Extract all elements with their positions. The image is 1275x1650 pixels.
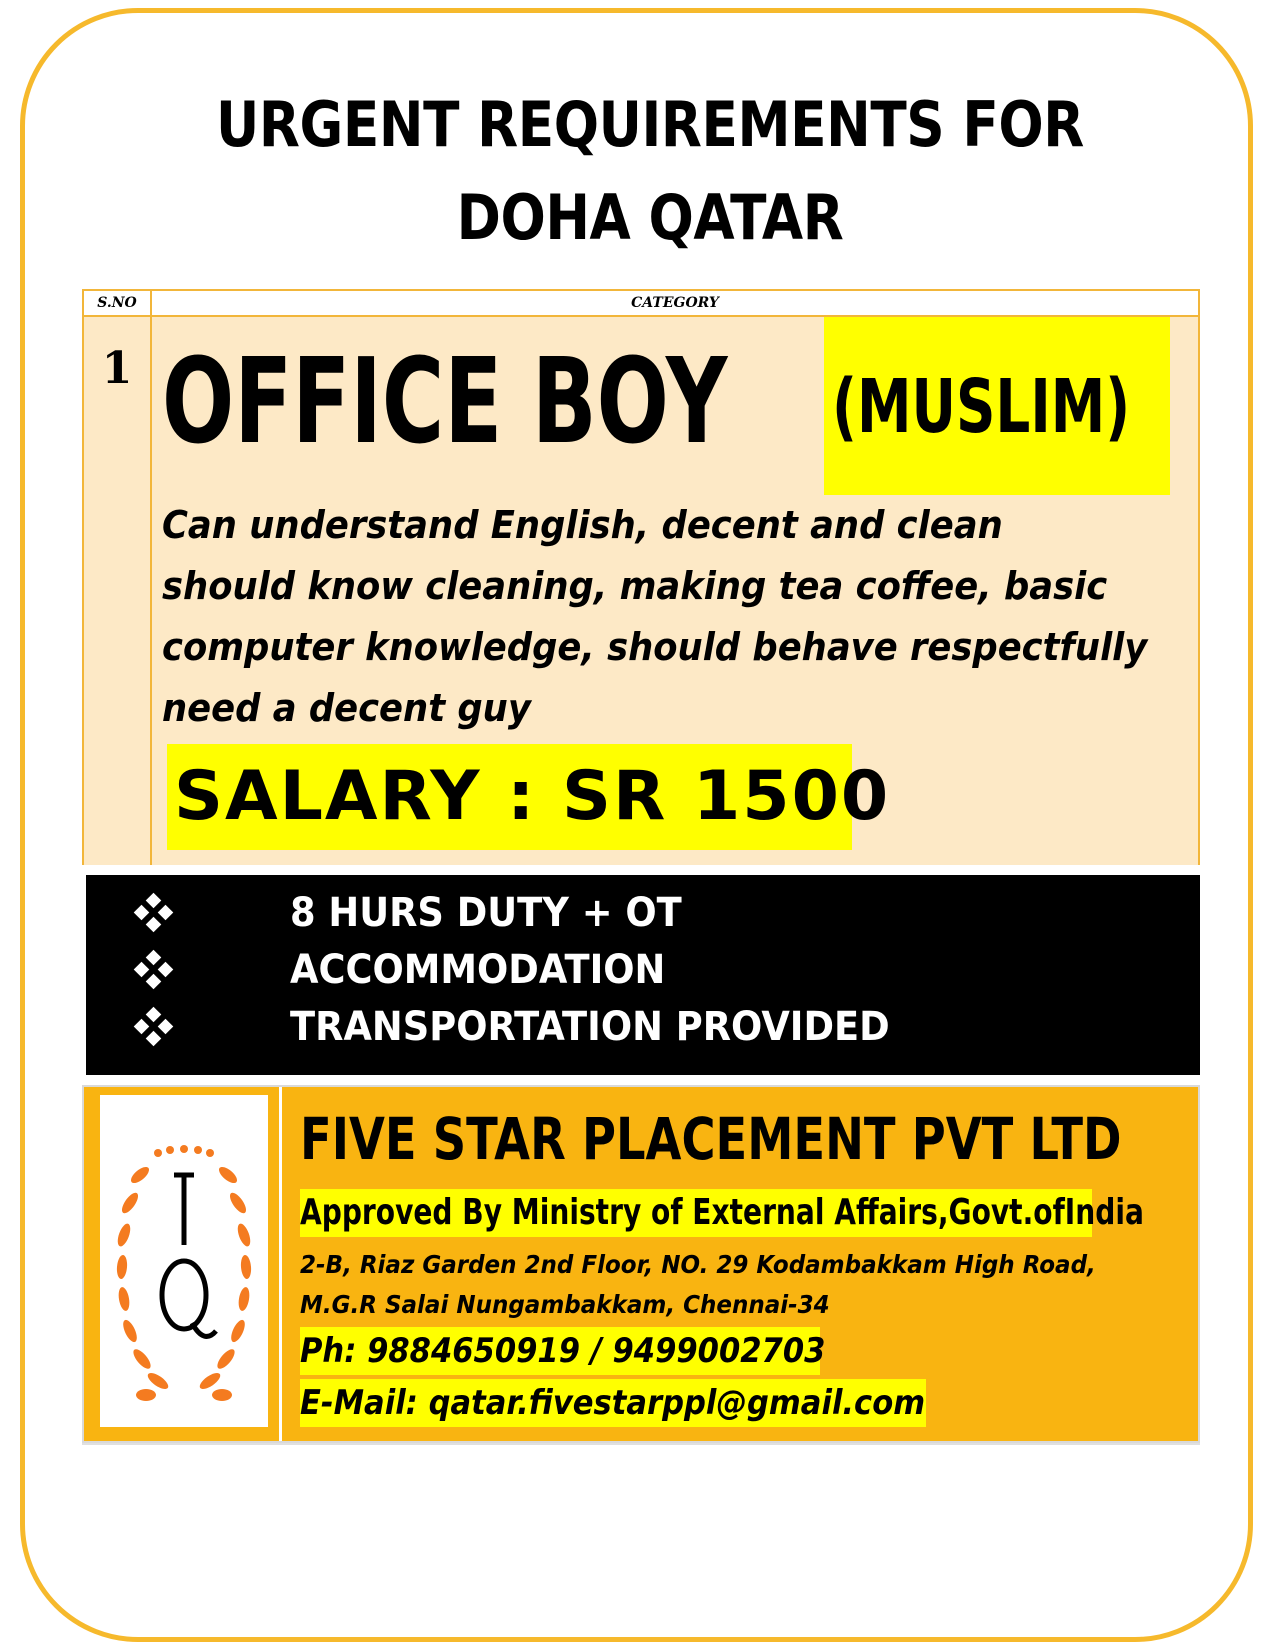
benefit-text: 8 HURS DUTY + OT (290, 890, 682, 936)
logo-cell (84, 1087, 282, 1441)
benefit-item (136, 940, 172, 1000)
title-line-1: URGENT REQUIREMENTS FOR (216, 88, 1084, 161)
job-description (162, 495, 1182, 739)
benefits-panel (86, 875, 1200, 1075)
sno-value: 1 (101, 343, 133, 394)
company-address (300, 1245, 1165, 1325)
description-line: Can understand English, decent and clean (162, 503, 1003, 547)
address-line-1: 2-B, Riaz Garden 2nd Floor, NO. 29 Kodambakkam High Road, (300, 1250, 1096, 1279)
header-category: CATEGORY (631, 295, 719, 311)
email-address: E-Mail: qatar.fivestarppl@gmail.com (300, 1383, 926, 1423)
benefit-text: TRANSPORTATION PROVIDED (290, 1004, 890, 1050)
company-name: FIVE STAR PLACEMENT PVT LTD (300, 1105, 1122, 1173)
title-line-2: DOHA QATAR (456, 181, 844, 254)
job-title: OFFICE BOY (162, 332, 728, 470)
diamond-bullet-icon (136, 895, 172, 931)
address-line-2: M.G.R Salai Nungambakkam, Chennai-34 (300, 1290, 830, 1319)
page-title (91, 78, 1209, 264)
diamond-bullet-icon (136, 1009, 172, 1045)
benefit-text: ACCOMMODATION (290, 947, 666, 993)
footer-divider (82, 1443, 1200, 1445)
diamond-bullet-icon (136, 952, 172, 988)
header-sno: S.NO (84, 291, 152, 315)
salary-label: SALARY : SR 1500 (174, 757, 891, 836)
table-header (82, 289, 1200, 317)
approval-text: Approved By Ministry of External Affairs,Govt.ofIndia (300, 1192, 1144, 1233)
phone-number: Ph: 9884650919 / 9499002703 (300, 1331, 826, 1371)
religion-label: (MUSLIM) (832, 364, 1131, 450)
table-row (82, 317, 1200, 865)
benefit-item (136, 997, 172, 1057)
company-footer (82, 1085, 1200, 1443)
sno-cell (84, 317, 152, 865)
benefit-item (136, 883, 172, 943)
description-line: computer knowledge, should behave respectfully (162, 625, 1148, 669)
description-line: need a decent guy (162, 686, 531, 730)
laurel-wreath-logo-icon (100, 1095, 268, 1427)
description-line: should know cleaning, making tea coffee, basic (162, 564, 1108, 608)
